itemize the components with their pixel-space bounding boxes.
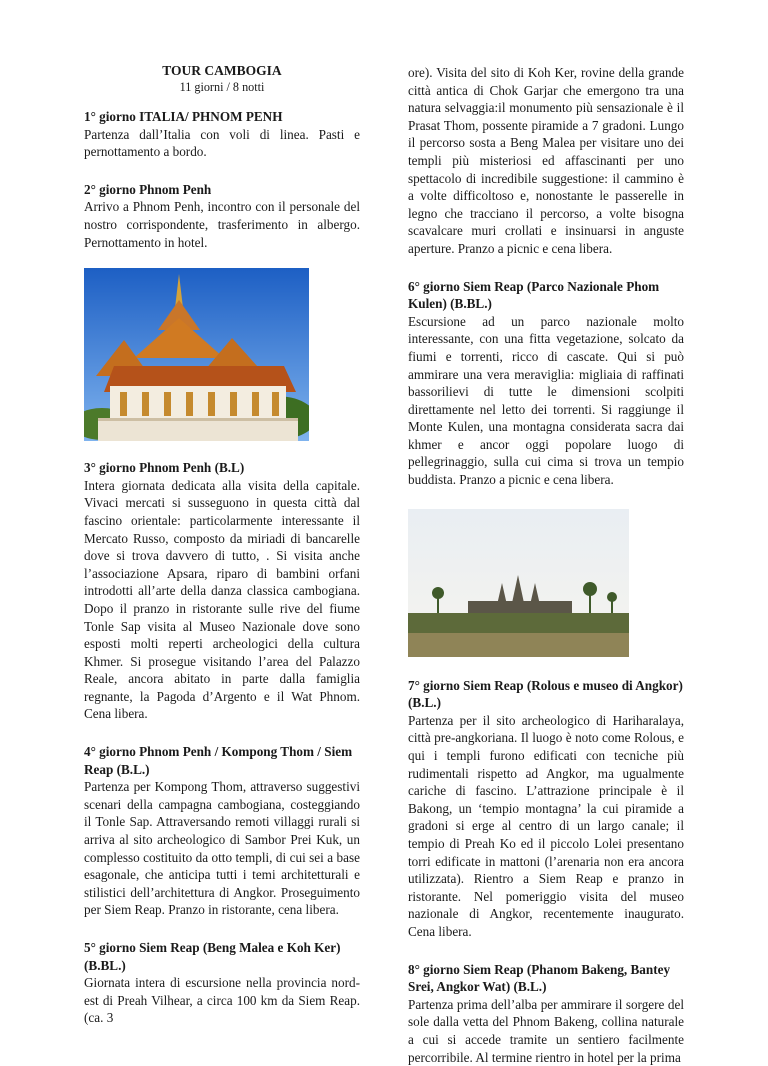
royal-palace-photo [84,268,360,441]
day-4-text: Partenza per Kompong Thom, attraverso suggestivi scenari della campagna cambogiana, costeggiando il Tonle Sap. Attraversando remoti villaggi rurali si arriva al sito archeologico di Sambor Prei Kuk, un complesso costituito da otto templi, di cui sei a base esagonale, che anticipa tutti i temi architetturali e stilistici dell’architettura di Angkor. Proseguimento per Siem Reap. Pranzo in ristorante, cena libera. [84,779,360,918]
day-7-section [408,677,684,941]
day-4-section [84,743,360,919]
day-5-section [84,939,360,1027]
day-3-heading: 3° giorno Phnom Penh (B.L) [84,460,245,476]
angkor-wat-photo [408,509,684,657]
day-1-section [84,108,360,161]
right-column [408,64,684,1066]
day-7-text: Partenza per il sito archeologico di Hariharalaya, città pre-angkoriana. Il luogo è noto come Rolous, e qui i templi furono edificati con tecniche più rudimentali rispetto ad Angkor, ma ugualmente cariche di fascino. L’attrazione principale è il Bakong, un ‘tempio montagna’ la cui piramide a gradoni si erge al centro di un largo canale; il tempio di Preah Ko ed il piccolo Lolei presentano torri edificate in mattoni (l’arenaria non era ancora utilizzata). Rientro a Siem Reap e pranzo in ristorante. Nel pomeriggio visita del museo nazionale di Angkor, recentemente inaugurato. Cena libera. [408,712,684,939]
day-2-section [84,181,360,251]
day-8-heading: 8° giorno Siem Reap (Phanom Bakeng, Bantey Srei, Angkor Wat) (B.L.) [408,961,671,995]
day-8-text: Partenza prima dell’alba per ammirare il sorgere del sole dalla vetta del Phnom Bakeng, collina naturale a cui si accede tramite un sentiero facilmente percorribile. Al termine rientro in hotel per la prima [408,996,684,1065]
day-5-heading: 5° giorno Siem Reap (Beng Malea e Koh Ker) (B.BL.) [84,940,341,973]
day-1-text: Partenza dall’Italia con voli di linea. Pasti e pernottamento a bordo. [84,126,360,160]
day-5-continuation: ore). Visita del sito di Koh Ker, rovine della grande città antica di Chok Garjar che emergono tra una natura selvaggia:il monumento più sensazionale è il Prasat Thom, possente piramide a 7 gradoni. Lungo il percorso sosta a Beng Malea per visitare uno dei templi più misteriosi ed affascinanti per uno spettacolo di incredibile suggestione: il cammino è a volte difficoltoso e, nonostante le passerelle in legno che tracciano il percorso, a volte bisogna scavalcare muri crollati e insinuarsi in anguste aperture. Pranzo a picnic e cena libera. [408,65,684,256]
day-1-heading: 1° giorno ITALIA/ PHNOM PENH [84,109,283,124]
day-4-heading: 4° giorno Phnom Penh / Kompong Thom / Siem Reap (B.L.) [84,744,353,777]
day-2-heading: 2° giorno Phnom Penh [84,181,212,197]
document-subtitle: 11 giorni / 8 notti [179,80,265,94]
day-6-heading: 6° giorno Siem Reap (Parco Nazionale Phom Kulen) (B.BL.) [408,278,660,312]
day-3-text: Intera giornata dedicata alla visita della capitale. Vivaci mercati si susseguono in questa città dal fascino orientale: particolarmente interessante il Mercato Russo, composto da miriadi di bancarelle dove si trova davvero di tutto, . Si visita anche l’associazione Apsara, riparo di bambini orfani introdotti all’arte della danza classica cambogiana. Dopo il pranzo in ristorante sulle rive del fiume Tonle Sap visita al Museo Nazionale dove sono esposti molti reperti archeologici della cultura Khmer. Si prosegue visitando l’area del Palazzo Reale, ancora abitato in parte dalla famiglia regnante, la Pagoda d’Argento e il Wat Phnom. Cena libera. [84,477,360,722]
document-title: TOUR CAMBOGIA [162,63,282,78]
left-column [84,62,360,1027]
day-2-text: Arrivo a Phnom Penh, incontro con il personale del nostro corrispondente, trasferimento in albergo. Pernottamento in hotel. [84,199,360,250]
day-8-section [408,961,684,1066]
day-7-heading: 7° giorno Siem Reap (Rolous e museo di Angkor) (B.L.) [408,677,683,711]
day-3-section [84,459,360,723]
day-6-text: Escursione ad un parco nazionale molto interessante, con una fitta vegetazione, solcato da fiumi e torrenti, ricco di cascate. Qui si può ammirare una vera meraviglia: migliaia di raffinati bassorilievi di tutte le dimensioni scolpiti direttamente nel letto dei torrenti. Si raggiunge il Monte Kulen, una montagna considerata sacra dai khmer e ancor oggi popolare luogo di pellegrinaggio, sulla cui cima si trova un tempio buddista. Pranzo a picnic e cena libera. [408,313,684,488]
day-5-text: Giornata intera di escursione nella provincia nord-est di Preah Vilhear, a circa 100 km da Siem Reap. (ca. 3 [84,975,360,1026]
day-6-section [408,278,684,489]
